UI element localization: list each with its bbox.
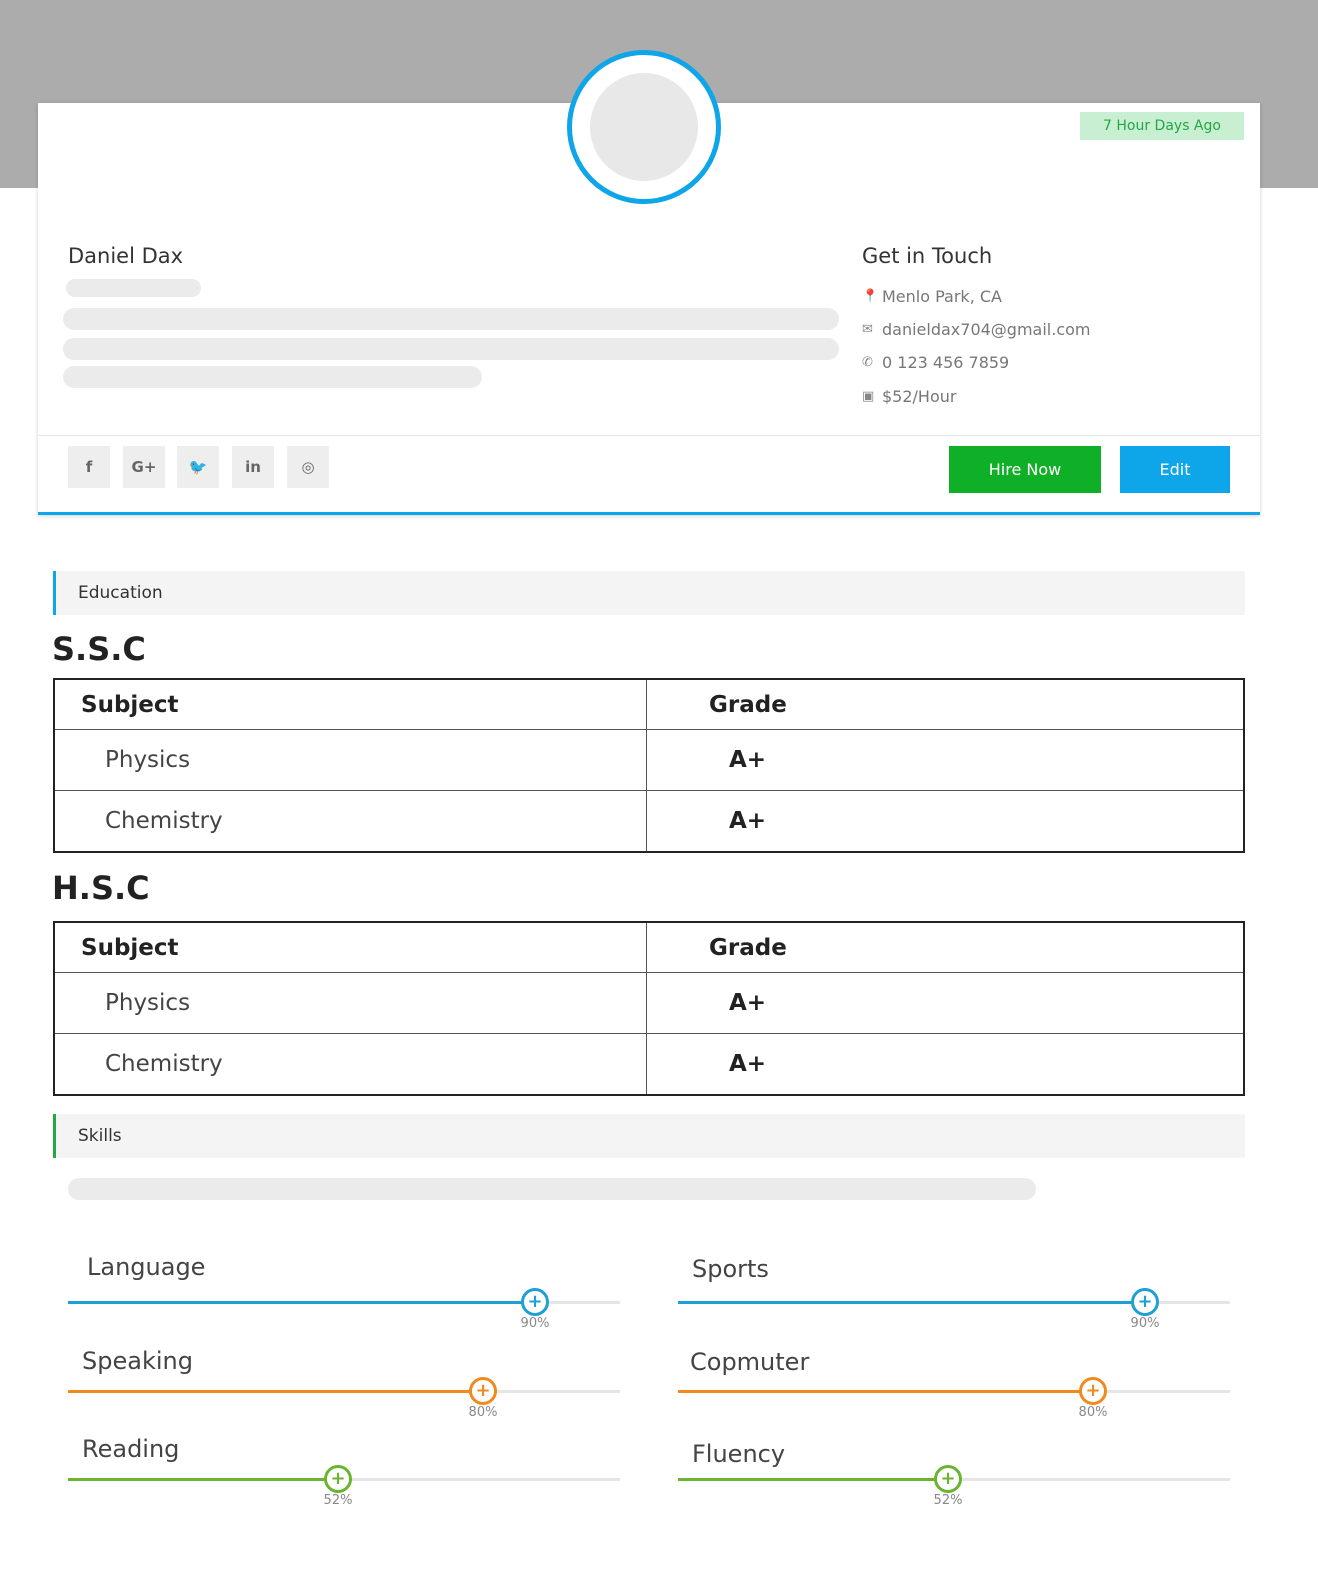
skill-fill bbox=[68, 1478, 338, 1481]
placeholder-line bbox=[63, 338, 839, 360]
skill-slider-reading[interactable] bbox=[68, 1468, 620, 1508]
hsc-grades-table bbox=[53, 921, 1245, 1096]
skill-label-computer: Copmuter bbox=[690, 1348, 810, 1376]
card-divider bbox=[38, 435, 1260, 436]
skill-fill bbox=[68, 1390, 483, 1393]
location-text: Menlo Park, CA bbox=[882, 287, 1002, 306]
skill-percent: 80% bbox=[1078, 1405, 1108, 1420]
skill-slider-fluency[interactable] bbox=[678, 1468, 1230, 1508]
grade-header: Grade bbox=[647, 922, 1245, 973]
rate-text: $52/Hour bbox=[882, 387, 957, 406]
skill-slider-speaking[interactable] bbox=[68, 1380, 620, 1420]
skill-label-fluency: Fluency bbox=[692, 1440, 786, 1468]
skill-label-language: Language bbox=[87, 1253, 206, 1281]
table-row bbox=[54, 791, 1244, 853]
skills-section-header: Skills bbox=[53, 1114, 1245, 1158]
skill-fill bbox=[68, 1301, 535, 1304]
money-icon: ▣ bbox=[862, 389, 875, 404]
linkedin-icon[interactable]: in bbox=[232, 446, 274, 488]
skill-label-sports: Sports bbox=[692, 1255, 769, 1283]
skill-percent: 90% bbox=[1130, 1316, 1160, 1331]
slider-handle-plus-icon[interactable]: + bbox=[934, 1465, 962, 1493]
skill-percent: 90% bbox=[520, 1316, 550, 1331]
avatar-frame bbox=[567, 50, 721, 204]
slider-handle-plus-icon[interactable]: + bbox=[1079, 1377, 1107, 1405]
placeholder-line bbox=[68, 1178, 1036, 1200]
skill-slider-sports[interactable] bbox=[678, 1291, 1230, 1331]
skill-label-reading: Reading bbox=[82, 1435, 180, 1463]
placeholder-line bbox=[66, 279, 201, 297]
grade-cell: A+ bbox=[647, 973, 1245, 1034]
envelope-icon: ✉ bbox=[862, 322, 873, 337]
instagram-icon[interactable]: ◎ bbox=[287, 446, 329, 488]
table-row bbox=[54, 973, 1244, 1034]
get-in-touch-title: Get in Touch bbox=[862, 244, 993, 268]
subject-cell: Physics bbox=[54, 973, 647, 1034]
subject-cell: Chemistry bbox=[54, 1034, 647, 1096]
grade-header: Grade bbox=[647, 679, 1245, 730]
grade-cell: A+ bbox=[647, 1034, 1245, 1096]
skill-percent: 52% bbox=[933, 1493, 963, 1508]
table-row bbox=[54, 1034, 1244, 1096]
slider-handle-plus-icon[interactable]: + bbox=[521, 1288, 549, 1316]
twitter-icon[interactable]: 🐦 bbox=[177, 446, 219, 488]
skill-slider-language[interactable] bbox=[68, 1291, 620, 1331]
posted-time-badge: 7 Hour Days Ago bbox=[1080, 112, 1244, 140]
grade-cell: A+ bbox=[647, 791, 1245, 853]
slider-handle-plus-icon[interactable]: + bbox=[1131, 1288, 1159, 1316]
table-header-row bbox=[54, 922, 1244, 973]
ssc-grades-table bbox=[53, 678, 1245, 853]
email-text[interactable]: danieldax704@gmail.com bbox=[882, 320, 1091, 339]
placeholder-line bbox=[63, 308, 839, 330]
slider-handle-plus-icon[interactable]: + bbox=[469, 1377, 497, 1405]
subject-header: Subject bbox=[54, 679, 647, 730]
skill-fill bbox=[678, 1301, 1145, 1304]
profile-name: Daniel Dax bbox=[68, 244, 184, 268]
hire-now-button[interactable]: Hire Now bbox=[949, 446, 1101, 493]
contact-location bbox=[862, 287, 1002, 306]
map-pin-icon: 📍 bbox=[862, 289, 879, 304]
avatar[interactable] bbox=[590, 73, 698, 181]
subject-cell: Physics bbox=[54, 730, 647, 791]
education-section-header: Education bbox=[53, 571, 1245, 615]
hsc-title: H.S.C bbox=[52, 869, 150, 907]
contact-phone[interactable] bbox=[862, 353, 1009, 372]
table-row bbox=[54, 730, 1244, 791]
contact-rate bbox=[862, 387, 956, 406]
skill-percent: 80% bbox=[468, 1405, 498, 1420]
slider-handle-plus-icon[interactable]: + bbox=[324, 1465, 352, 1493]
grade-cell: A+ bbox=[647, 730, 1245, 791]
skill-label-speaking: Speaking bbox=[82, 1347, 193, 1375]
skill-slider-computer[interactable] bbox=[678, 1380, 1230, 1420]
contact-email[interactable] bbox=[862, 320, 1091, 339]
subject-cell: Chemistry bbox=[54, 791, 647, 853]
edit-button[interactable]: Edit bbox=[1120, 446, 1230, 493]
placeholder-line bbox=[63, 366, 482, 388]
skill-fill bbox=[678, 1390, 1093, 1393]
skill-percent: 52% bbox=[323, 1493, 353, 1508]
table-header-row bbox=[54, 679, 1244, 730]
skill-fill bbox=[678, 1478, 948, 1481]
phone-icon: ✆ bbox=[862, 355, 873, 370]
subject-header: Subject bbox=[54, 922, 647, 973]
facebook-icon[interactable]: f bbox=[68, 446, 110, 488]
phone-text[interactable]: 0 123 456 7859 bbox=[882, 353, 1010, 372]
ssc-title: S.S.C bbox=[52, 630, 146, 668]
google-plus-icon[interactable]: G+ bbox=[123, 446, 165, 488]
